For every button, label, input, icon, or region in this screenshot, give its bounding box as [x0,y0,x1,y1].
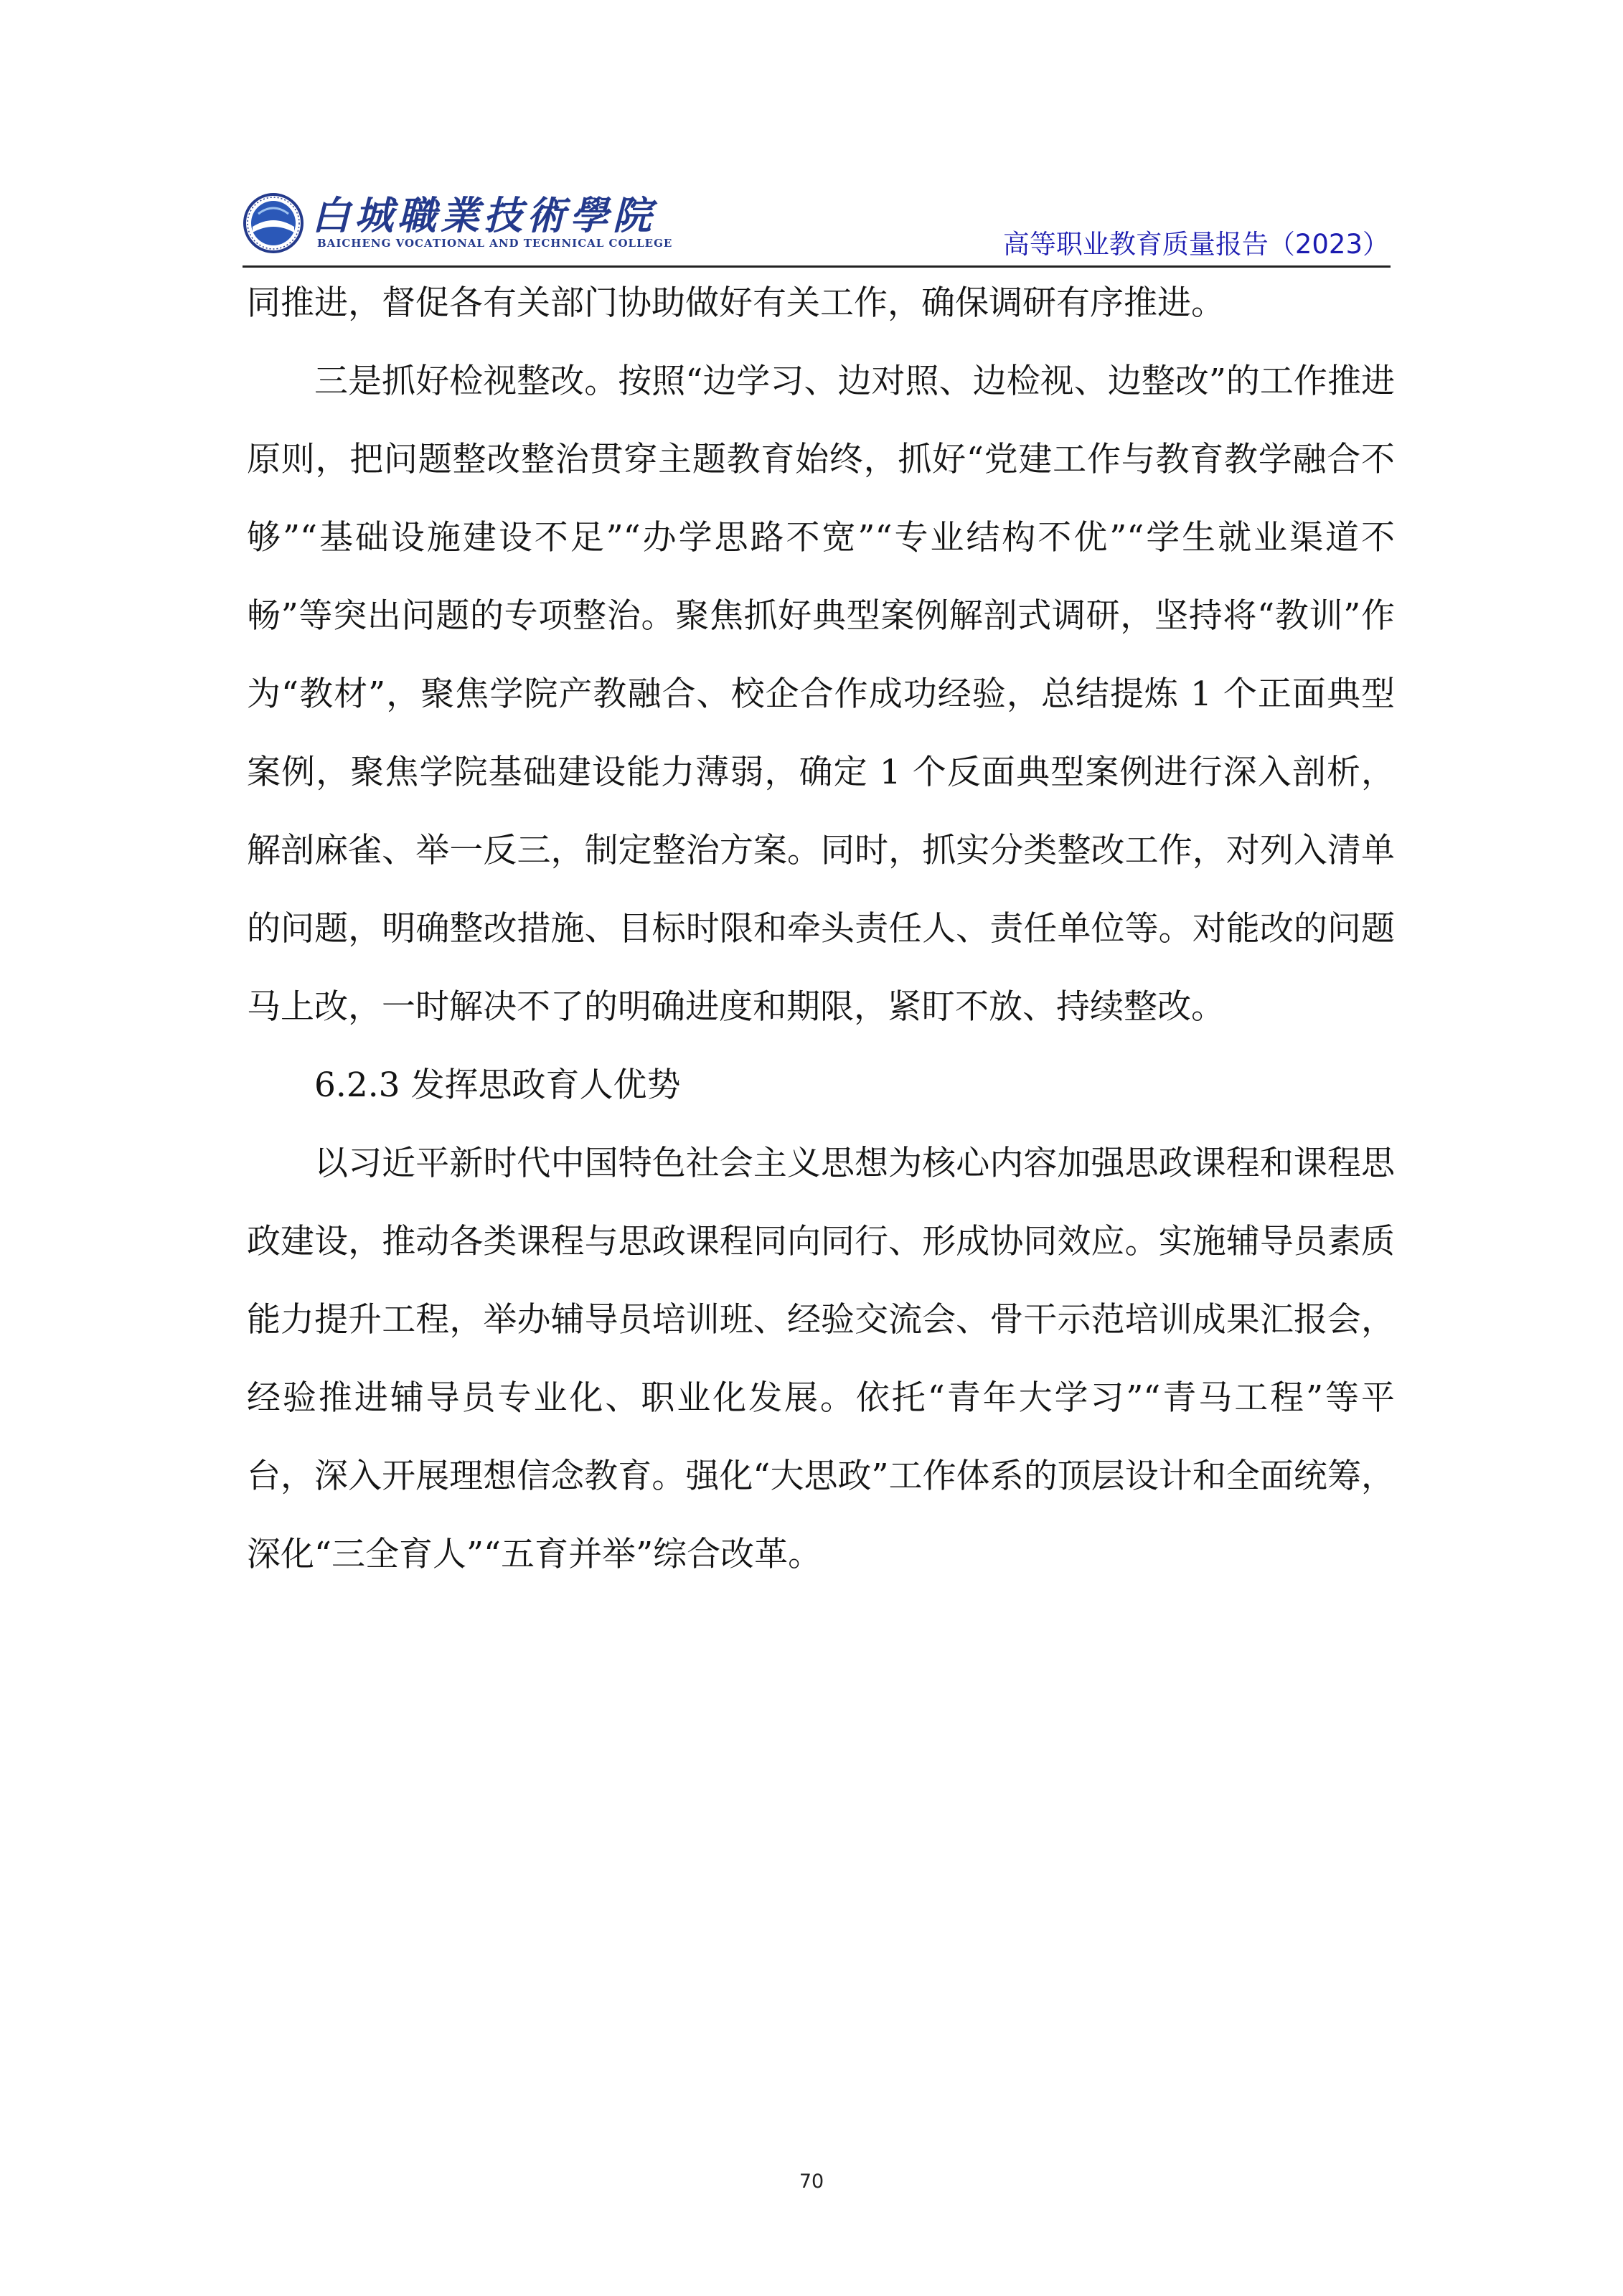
page-body [247,264,1395,1594]
paragraph-continued: 同推进，督促各有关部门协助做好有关工作，确保调研有序推进。 [247,283,1225,323]
paragraph-ideological-education: 以习近平新时代中国特色社会主义思想为核心内容加强思政课程和课程思政建设，推动各类课程与思政课程同向同行、形成协同效应。实施辅导员素质能力提升工程，举办辅导员培训班、经验交流会、骨干示范培训成果汇报会，经验推进辅导员专业化、职业化发展。依托“青年大学习”“青马工程”等平台，深入开展理想信念教育。强化“大思政”工作体系的顶层设计和全面统筹，深化“三全育人”“五育并举”综合改革。 [247,1144,1395,1574]
college-name-en: BAICHENG VOCATIONAL AND TECHNICAL COLLEGE [317,237,673,250]
page-header [243,185,1391,264]
page-number: 70 [799,2170,824,2193]
report-title: 高等职业教育质量报告（2023） [1002,229,1389,260]
college-name-cn: 白城職業技術學院 [311,192,656,238]
paragraph-rectification: 三是抓好检视整改。按照“边学习、边对照、边检视、边整改”的工作推进原则，把问题整改整治贯穿主题教育始终，抓好“党建工作与教育教学融合不够”“基础设施建设不足”“办学思路不宽”“专业结构不优”“学生就业渠道不畅”等突出问题的专项整治。聚焦抓好典型案例解剖式调研，坚持将“教训”作为“教材”，聚焦学院产教融合、校企合作成功经验，总结提炼 1 个正面典型案例，聚焦学院基础建设能力薄弱，确定 1 个反面典型案例进行深入剖析，解剖麻雀、举一反三，制定整治方案。同时，抓实分类整改工作，对列入清单的问题，明确整改措施、目标时限和牵头责任人、责任单位等。对能改的问题马上改，一时解决不了的明确进度和期限，紧盯不放、持续整改。 [247,362,1395,1027]
college-emblem-icon [243,192,304,254]
section-heading: 6.2.3 发挥思政育人优势 [314,1065,681,1105]
